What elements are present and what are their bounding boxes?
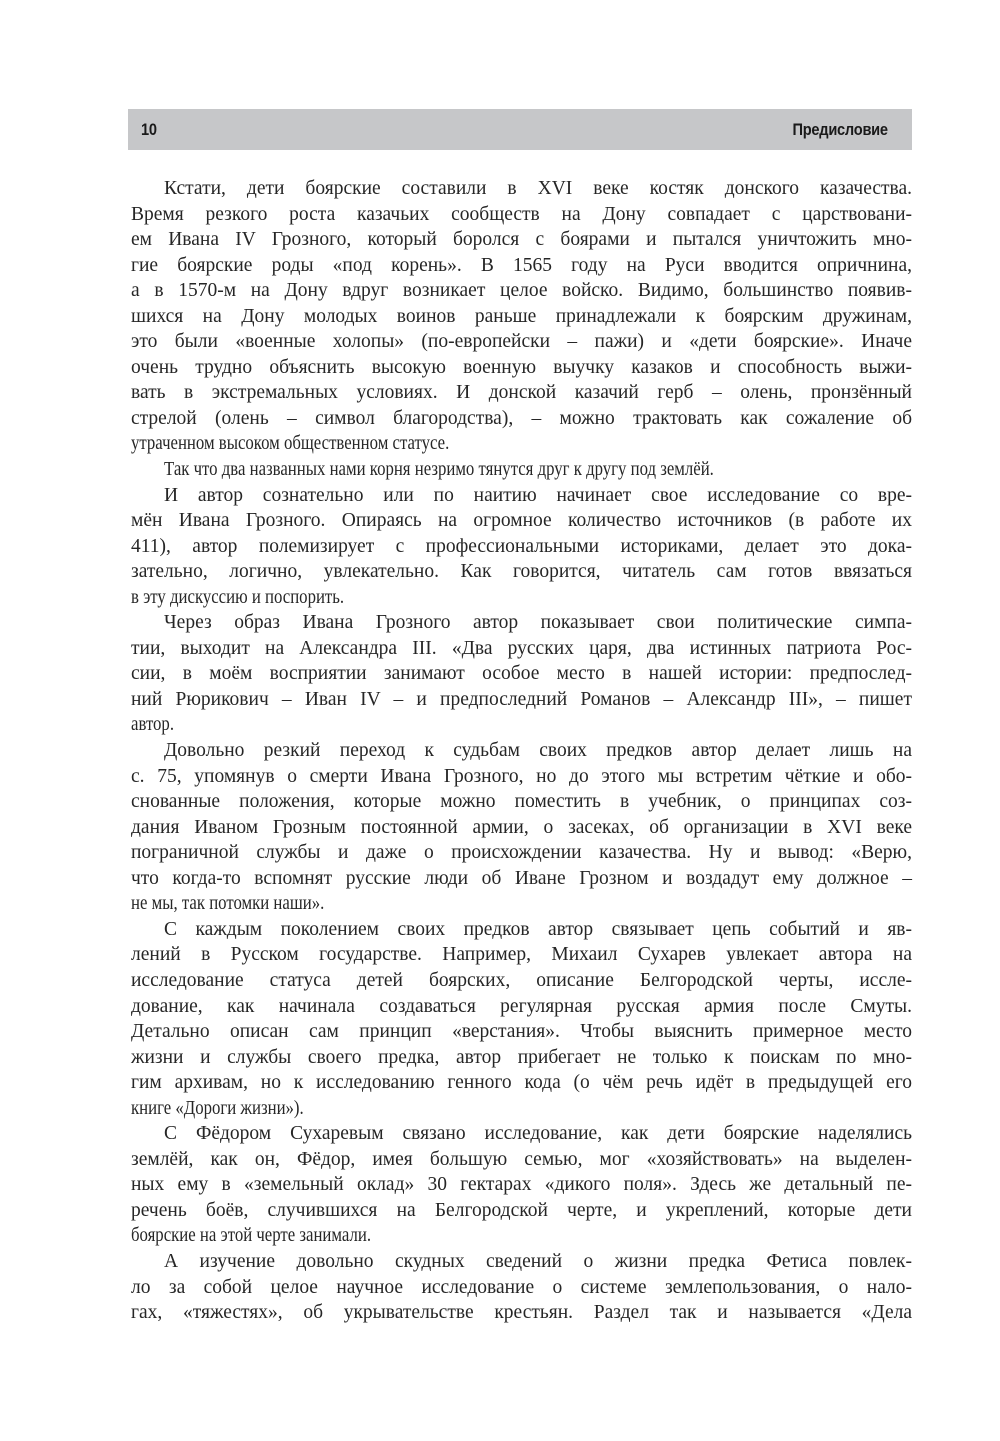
- text-line: шихся на Дону молодых воинов раньше принадлежали к боярским дружинам,: [131, 305, 912, 327]
- running-header: [128, 109, 912, 150]
- text-line: что когда-то вспомнят русские люди об Иване Грозном и воздадут ему должное –: [131, 867, 912, 889]
- text-line: дания Иваном Грозным постоянной армии, о засеках, об организации в XVI веке: [131, 816, 912, 838]
- text-line: пограничной службы и даже о происхождении казачества. Ну и вывод: «Верю,: [131, 842, 912, 864]
- text-line: С каждым поколением своих предков автор связывает цепь событий и яв-: [164, 918, 912, 940]
- paragraph: [131, 457, 912, 483]
- text-line: мён Ивана Грозного. Опираясь на огромное количество источников (в работе их: [131, 510, 912, 532]
- text-line: боярские на этой черте занимали.: [131, 1225, 372, 1247]
- text-line: ных ему в «земельный оклад» 30 гектарах «дикого поля». Здесь же детальный пе-: [131, 1174, 912, 1196]
- text-line: дование, как начинала создаваться регулярная русская армия после Смуты.: [131, 995, 912, 1017]
- text-line: ем Ивана IV Грозного, который боролся с боярами и пытался уничтожить мно-: [131, 229, 912, 251]
- text-line: это были «военные холопы» (по-европейски – пажи) и «дети боярские». Иначе: [131, 331, 912, 353]
- text-line: Через образ Ивана Грозного автор показывает свои политические симпа-: [164, 612, 912, 634]
- paragraph: [131, 1121, 912, 1249]
- text-line: в эту дискуссию и поспорить.: [131, 586, 345, 608]
- text-line: ний Рюрикович – Иван IV – и предпоследний Романов – Александр III», – пишет: [131, 688, 912, 710]
- text-line: очень трудно объяснить высокую военную выучку казаков и способность выжи-: [131, 356, 912, 378]
- text-line: Время резкого роста казачьих сообществ на Дону совпадает с царствовани-: [131, 203, 912, 225]
- text-line: а в 1570-м на Дону вдруг возникает целое войско. Видимо, большинство появив-: [131, 280, 912, 302]
- page-number: 10: [141, 119, 157, 139]
- text-line: С Фёдором Сухаревым связано исследование, как дети боярские наделялись: [164, 1123, 912, 1145]
- paragraph: [131, 917, 912, 1121]
- text-line: ло за собой целое научное исследование о системе землепользования, о нало-: [131, 1276, 912, 1298]
- paragraph: [131, 610, 912, 738]
- paragraph: [131, 738, 912, 917]
- text-line: стрелой (олень – символ благородства), – можно трактовать как сожаление об: [131, 407, 912, 429]
- text-line: зательно, логично, увлекательно. Как говорится, читатель сам готов ввязаться: [131, 561, 912, 583]
- text-line: исследование статуса детей боярских, описание Белгородской черты, иссле-: [131, 969, 912, 991]
- text-line: с. 75, упомянув о смерти Ивана Грозного, но до этого мы встретим чёткие и обо-: [131, 765, 912, 787]
- text-line: А изучение довольно скудных сведений о жизни предка Фетиса повлек-: [164, 1250, 912, 1272]
- text-line: речень боёв, случившихся на Белгородской черте, и укреплений, которые дети: [131, 1199, 912, 1221]
- text-line: лений в Русском государстве. Например, Михаил Сухарев увлекает автора на: [131, 944, 912, 966]
- body-text: [131, 176, 912, 1326]
- text-line: тии, выходит на Александра III. «Два русских царя, два истинных патриота Рос-: [131, 637, 912, 659]
- text-line: гие боярские роды «под корень». В 1565 году на Руси вводится опричнина,: [131, 254, 912, 276]
- text-line: жизни и службы своего предка, автор прибегает не только к поискам по мно-: [131, 1046, 912, 1068]
- text-line: сии, в моём восприятии занимают особое место в нашей истории: предпослед-: [131, 663, 912, 685]
- section-title: Предисловие: [792, 119, 888, 139]
- text-line: не мы, так потомки наши».: [131, 893, 325, 915]
- text-line: И автор сознательно или по наитию начинает свое исследование со вре-: [164, 484, 912, 506]
- text-line: книге «Дороги жизни»).: [131, 1097, 304, 1119]
- text-line: гим архивам, но к исследованию генного кода (о чём речь идёт в предыдущей его: [131, 1072, 912, 1094]
- text-line: Детально описан сам принцип «верстания». Чтобы выяснить примерное место: [131, 1021, 912, 1043]
- text-line: автор.: [131, 714, 175, 736]
- text-line: Кстати, дети боярские составили в XVI веке костяк донского казачества.: [164, 178, 912, 199]
- text-line: Так что два названных нами корня незримо тянутся друг к другу под землёй.: [164, 459, 714, 481]
- text-line: вать в экстремальных условиях. И донской казачий герб – олень, пронзённый: [131, 382, 912, 404]
- text-line: 411), автор полемизирует с профессиональными историками, делает это дока-: [131, 535, 912, 557]
- text-line: Довольно резкий переход к судьбам своих предков автор делает лишь на: [164, 740, 912, 762]
- text-line: снованные положения, которые можно поместить в учебник, о принципах соз-: [131, 791, 912, 813]
- text-line: землёй, как он, Фёдор, имея большую семью, мог «хозяйствовать» на выделен-: [131, 1148, 912, 1170]
- paragraph: [131, 483, 912, 611]
- text-line: утраченном высоком общественном статусе.: [131, 433, 450, 455]
- paragraph: [131, 176, 912, 457]
- text-line: гах, «тяжестях», об укрывательстве крестьян. Раздел так и называется «Дела: [131, 1302, 912, 1324]
- paragraph: [131, 1249, 912, 1326]
